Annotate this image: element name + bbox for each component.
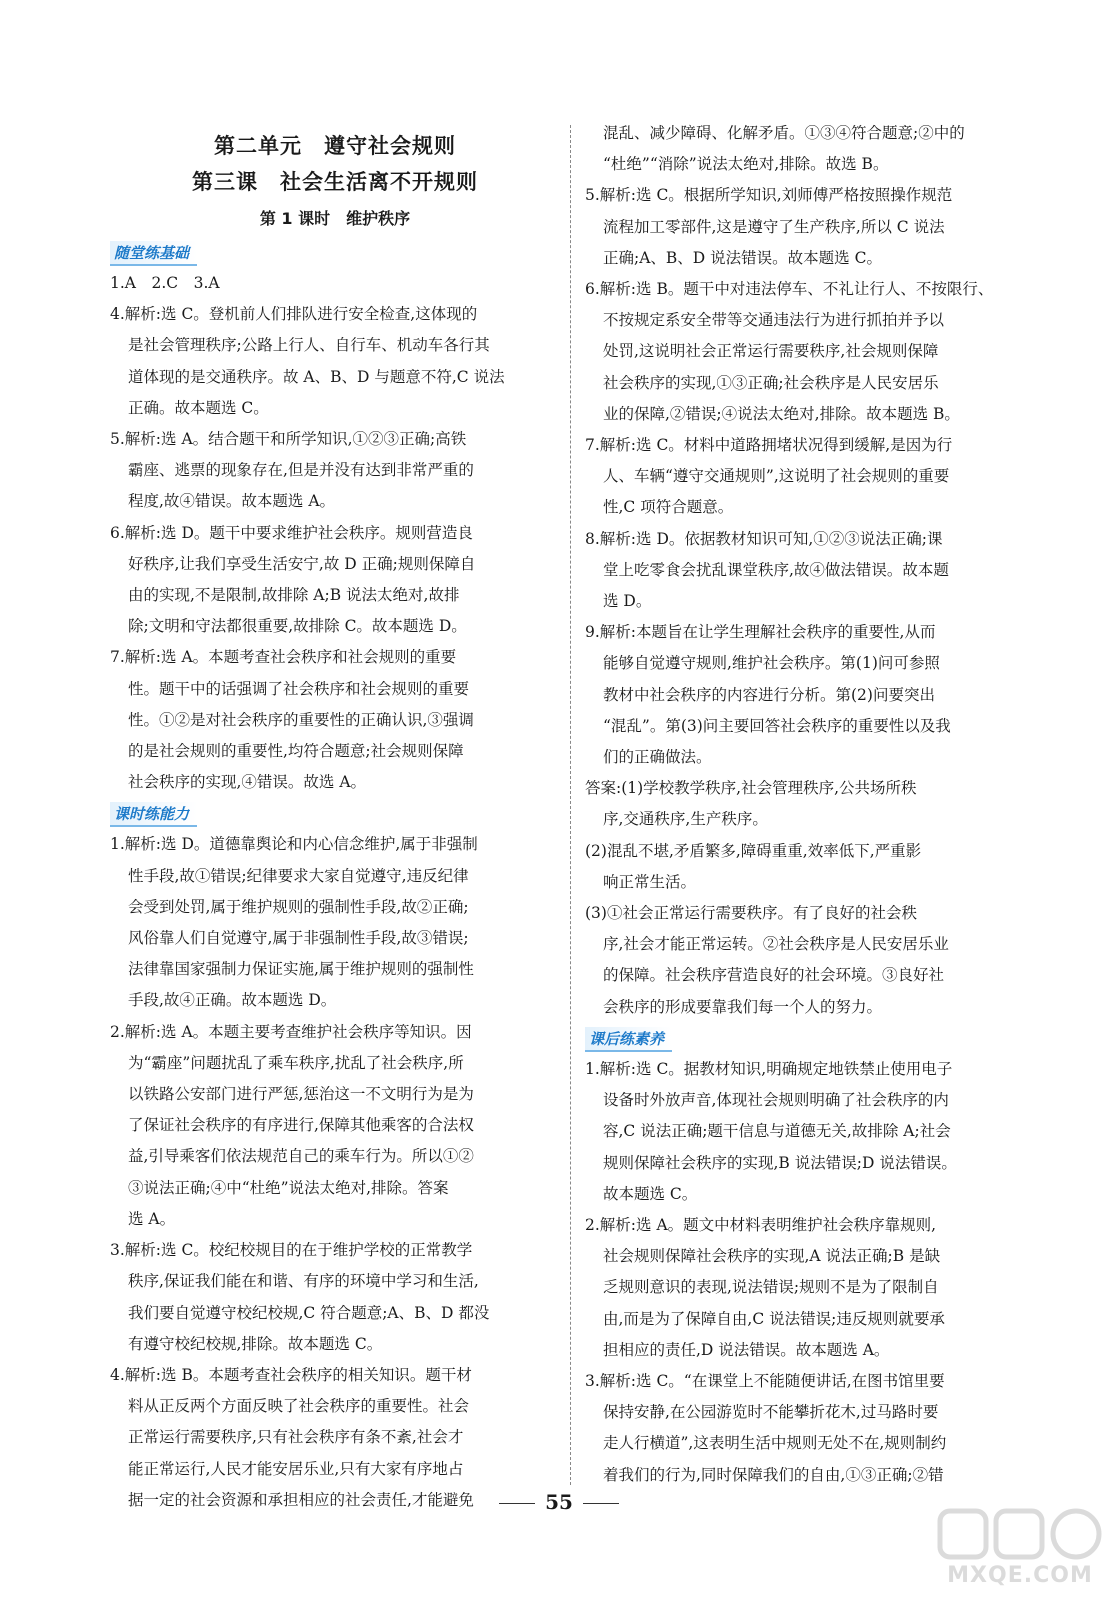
answer-line: 益,引导乘客们依法规范自己的乘车行为。所以①② — [128, 1147, 474, 1166]
answer-line: 3.解析:选 C。校纪校规目的在于维护学校的正常教学 — [110, 1241, 473, 1260]
answer-line: “混乱”。第(3)问主要回答社会秩序的重要性以及我 — [603, 716, 951, 735]
answer-line: 堂上吃零食会扰乱课堂秩序,故④做法错误。故本题 — [603, 560, 949, 579]
answer-line: 5.解析:选 C。根据所学知识,刘师傅严格按照操作规范 — [585, 186, 953, 205]
answer-line: 能够自觉遵守规则,维护社会秩序。第(1)问可参照 — [603, 654, 940, 673]
answer-line: 会秩序的形成要靠我们每一个人的努力。 — [603, 997, 883, 1016]
section-ability-answers — [110, 829, 560, 1515]
answer-line: 好秩序,让我们享受生活安宁,故 D 正确;规则保障自 — [128, 554, 476, 573]
answer-line: 社会秩序的实现,①③正确;社会秩序是人民安居乐 — [603, 373, 939, 392]
answer-line: 答案:(1)学校教学秩序,社会管理秩序,公共场所秩 — [585, 779, 917, 798]
footer-dash-right — [583, 1503, 619, 1504]
answer-line: 容,C 说法正确;题干信息与道德无关,故排除 A;社会 — [603, 1122, 951, 1141]
answer-line: 保持安静,在公园游览时不能攀折花木,过马路时要 — [603, 1403, 939, 1422]
watermark-logo — [930, 1505, 1110, 1595]
right-column — [585, 118, 1040, 1491]
answer-line: 9.解析:本题旨在让学生理解社会秩序的重要性,从而 — [585, 623, 936, 642]
answer-line: 以铁路公安部门进行严惩,惩治这一不文明行为是为 — [128, 1085, 474, 1104]
answer-line: 1.解析:选 D。道德靠舆论和内心信念维护,属于非强制 — [110, 835, 478, 854]
answer-line: 不按规定系安全带等交通违法行为进行抓拍并予以 — [603, 311, 945, 330]
answer-line: 走人行横道”,这表明生活中规则无处不在,规则制约 — [603, 1434, 947, 1453]
answer-line: 有遵守校纪校规,排除。故本题选 C。 — [128, 1334, 383, 1353]
answer-line: 担相应的责任,D 说法错误。故本题选 A。 — [603, 1340, 890, 1359]
section-label-basic: 随堂练基础 — [110, 241, 197, 266]
answer-line: 性,C 项符合题意。 — [603, 498, 734, 517]
answer-line: 人、车辆“遵守交通规则”,这说明了社会规则的重要 — [603, 467, 950, 486]
answer-line: 了保证社会秩序的有序进行,保障其他乘客的合法权 — [128, 1116, 474, 1135]
column-divider — [570, 125, 571, 1485]
answer-line: 6.解析:选 B。题干中对违法停车、不礼让行人、不按限行、 — [585, 280, 994, 299]
answer-line: 们的正确做法。 — [603, 748, 712, 767]
watermark-icon — [930, 1505, 1110, 1565]
answer-line: 道体现的是交通秩序。故 A、B、D 与题意不符,C 说法 — [128, 367, 505, 386]
answer-line: 规则保障社会秩序的实现,B 说法错误;D 说法错误。 — [603, 1153, 957, 1172]
answer-line: 4.解析:选 C。登机前人们排队进行安全检查,这体现的 — [110, 305, 478, 324]
page-number: 55 — [545, 1490, 573, 1514]
answer-line: 1.解析:选 C。据教材知识,明确规定地铁禁止使用电子 — [585, 1059, 953, 1078]
answer-line: 7.解析:选 A。本题考查社会秩序和社会规则的重要 — [110, 648, 457, 667]
answer-line: 乏规则意识的表现,说法错误;规则不是为了限制自 — [603, 1278, 939, 1297]
answer-line: 法律靠国家强制力保证实施,属于维护规则的强制性 — [128, 960, 474, 979]
lesson-title: 第三课 社会生活离不开规则 — [192, 170, 478, 194]
answer-line: 1.A 2.C 3.A — [110, 274, 220, 292]
answer-line: 8.解析:选 D。依据教材知识可知,①②③说法正确;课 — [585, 529, 943, 548]
answer-line: 序,社会才能正常运转。②社会秩序是人民安居乐业 — [603, 935, 949, 954]
answer-line: 秩序,保证我们能在和谐、有序的环境中学习和生活, — [128, 1272, 479, 1291]
answer-line: 2.解析:选 A。题文中材料表明维护社会秩序靠规则, — [585, 1215, 937, 1234]
section-label-literacy: 课后练素养 — [585, 1027, 672, 1052]
watermark-text: MXQE.COM — [947, 1563, 1093, 1588]
answer-line: 由的实现,不是限制,故排除 A;B 说法太绝对,故排 — [128, 586, 460, 605]
left-column — [110, 118, 560, 1516]
answer-line: 是社会管理秩序;公路上行人、自行车、机动车各行其 — [128, 336, 490, 355]
period-title: 第 1 课时 维护秩序 — [259, 209, 411, 228]
answer-line: 故本题选 C。 — [603, 1184, 698, 1203]
answer-line: 正确。故本题选 C。 — [128, 398, 269, 417]
answer-line: 除;文明和守法都很重要,故排除 C。故本题选 D。 — [128, 617, 467, 636]
unit-title: 第二单元 遵守社会规则 — [214, 134, 456, 158]
answer-line: 程度,故④错误。故本题选 A。 — [128, 492, 336, 511]
answer-line: 响正常生活。 — [603, 872, 697, 891]
answer-line: 为“霸座”问题扰乱了乘车秩序,扰乱了社会秩序,所 — [128, 1053, 464, 1072]
answer-line: 社会规则保障社会秩序的实现,A 说法正确;B 是缺 — [603, 1247, 941, 1266]
answer-line: 由,而是为了保障自由,C 说法错误;违反规则就要承 — [603, 1309, 945, 1328]
answer-line: 流程加工零部件,这是遵守了生产秩序,所以 C 说法 — [603, 217, 945, 236]
section-basic-answers — [110, 268, 560, 798]
answer-line: 选 D。 — [603, 592, 652, 611]
answer-line: 教材中社会秩序的内容进行分析。第(2)问要突出 — [603, 685, 935, 704]
answer-line: 6.解析:选 D。题干中要求维护社会秩序。规则营造良 — [110, 523, 473, 542]
answer-line: 据一定的社会资源和承担相应的社会责任,才能避免 — [128, 1490, 474, 1509]
answer-line: 社会秩序的实现,④错误。故选 A。 — [128, 773, 367, 792]
answer-line: 3.解析:选 C。“在课堂上不能随便讲话,在图书馆里要 — [585, 1371, 945, 1390]
answer-line: 手段,故④正确。故本题选 D。 — [128, 991, 337, 1010]
answer-line: 的保障。社会秩序营造良好的社会环境。③良好社 — [603, 966, 945, 985]
answer-line: 料从正反两个方面反映了社会秩序的重要性。社会 — [128, 1397, 470, 1416]
answer-line: 业的保障,②错误;④说法太绝对,排除。故本题选 B。 — [603, 404, 960, 423]
answer-line: 2.解析:选 A。本题主要考查维护社会秩序等知识。因 — [110, 1022, 472, 1041]
answer-line: 能正常运行,人民才能安居乐业,只有大家有序地占 — [128, 1459, 464, 1478]
answer-line: 性手段,故①错误;纪律要求大家自觉遵守,违反纪律 — [128, 866, 469, 885]
answer-line: 风俗靠人们自觉遵守,属于非强制性手段,故③错误; — [128, 929, 469, 948]
answer-line: “杜绝”“消除”说法太绝对,排除。故选 B。 — [603, 155, 889, 174]
answer-line: 正常运行需要秩序,只有社会秩序有条不紊,社会才 — [128, 1428, 464, 1447]
answer-line: 选 A。 — [128, 1209, 176, 1228]
section-label-ability: 课时练能力 — [110, 802, 197, 827]
footer-dash-left — [499, 1503, 535, 1504]
answer-line: ③说法正确;④中“杜绝”说法太绝对,排除。答案 — [128, 1178, 449, 1197]
answer-line: 7.解析:选 C。材料中道路拥堵状况得到缓解,是因为行 — [585, 436, 953, 455]
answer-line: 正确;A、B、D 说法错误。故本题选 C。 — [603, 248, 882, 267]
answer-line: 我们要自觉遵守校纪校规,C 符合题意;A、B、D 都没 — [128, 1303, 490, 1322]
answer-line: 的是社会规则的重要性,均符合题意;社会规则保障 — [128, 742, 464, 761]
answer-line: 处罚,这说明社会正常运行需要秩序,社会规则保障 — [603, 342, 939, 361]
answer-line: 设备时外放声音,体现社会规则明确了社会秩序的内 — [603, 1091, 949, 1110]
answer-line: 4.解析:选 B。本题考查社会秩序的相关知识。题干材 — [110, 1365, 472, 1384]
answer-line: 性。①②是对社会秩序的重要性的正确认识,③强调 — [128, 710, 474, 729]
answer-line: 混乱、减少障碍、化解矛盾。①③④符合题意;②中的 — [603, 124, 965, 142]
section-literacy-answers — [585, 1054, 1040, 1491]
answer-line: 5.解析:选 A。结合题干和所学知识,①②③正确;高铁 — [110, 430, 467, 449]
answer-line: 会受到处罚,属于维护规则的强制性手段,故②正确; — [128, 897, 469, 916]
answer-line: 霸座、逃票的现象存在,但是并没有达到非常严重的 — [128, 461, 474, 480]
answer-line: 着我们的行为,同时保障我们的自由,①③正确;②错 — [603, 1465, 944, 1484]
answer-line: 性。题干中的话强调了社会秩序和社会规则的重要 — [128, 679, 470, 698]
answer-line: (3)①社会正常运行需要秩序。有了良好的社会秩 — [585, 904, 917, 923]
answer-line: 序,交通秩序,生产秩序。 — [603, 810, 768, 829]
answer-line: (2)混乱不堪,矛盾繁多,障碍重重,效率低下,严重影 — [585, 841, 922, 860]
section-ability-continued — [585, 118, 1040, 1023]
